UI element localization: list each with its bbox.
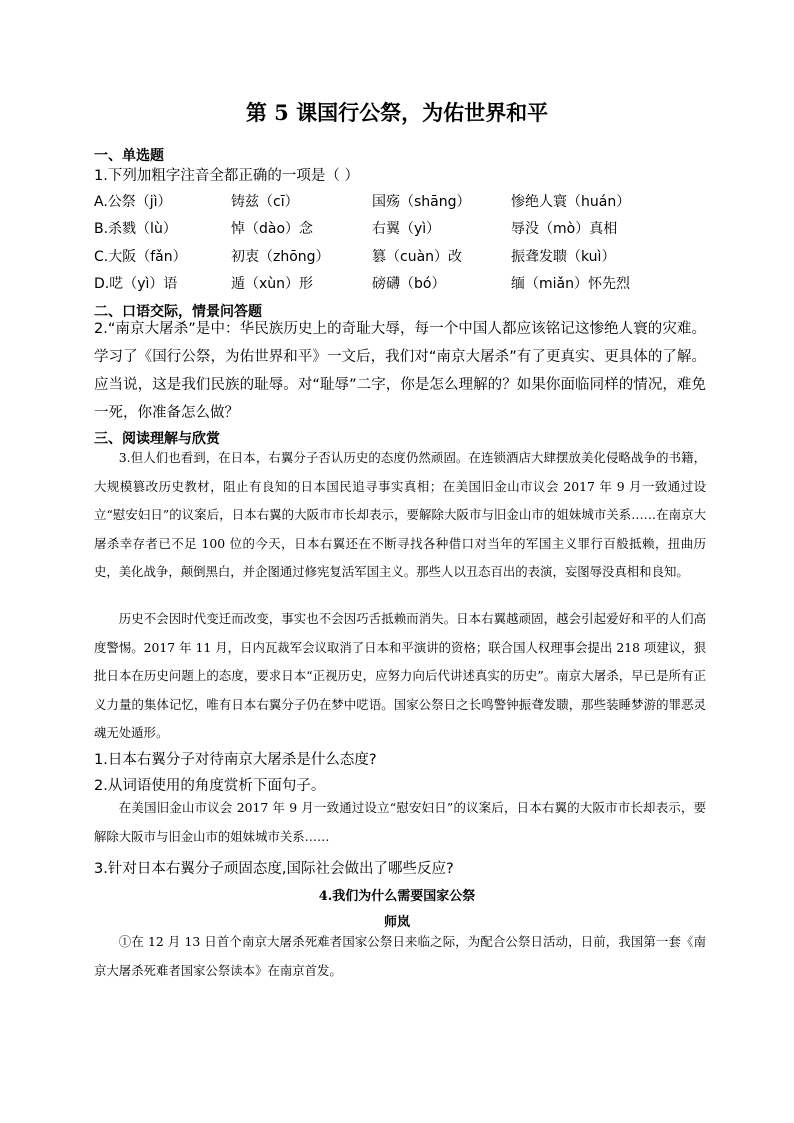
option-cell: 振聋发聩（kuì） (511, 249, 616, 265)
option-cell: 篡（cuàn）改 (372, 249, 463, 265)
question-1: 1.下列加粗字注音全都正确的一项是（ ） (94, 168, 359, 184)
option-cell: 铸兹（cī） (231, 194, 299, 210)
option-cell: B.杀戮（lù） (94, 221, 177, 237)
subquestion-2: 2.从词语使用的角度赏析下面句子。 (94, 778, 326, 794)
option-cell: D.呓（yì）语 (94, 276, 178, 292)
option-row-d (94, 273, 714, 295)
option-cell: A.公祭（jì） (94, 194, 172, 210)
article-paragraph-1: ①在 12 月 13 日首个南京大屠杀死难者国家公祭日来临之际，为配合公祭日活动，日前，我国第一套《南京大屠杀死难者国家公祭读本》在南京首发。 (94, 934, 706, 978)
option-cell: C.大阪（fǎn） (94, 249, 187, 265)
section-heading-reading: 三、阅读理解与欣赏 (94, 431, 220, 447)
option-cell: 初衷（zhōng） (231, 249, 330, 265)
quoted-sentence: 在美国旧金山市议会 2017 年 9 月一致通过设立“慰安妇日”的议案后，日本右翼的大阪市市长却表示，要解除大阪市与旧金山市的姐妹城市关系…… (94, 800, 706, 844)
section-heading-oral: 二、口语交际，情景问答题 (94, 304, 262, 320)
article-title: 4.我们为什么需要国家公祭 (318, 889, 476, 904)
section-heading-single-choice: 一、单选题 (94, 148, 164, 164)
page-title: 第 5 课国行公祭，为佑世界和平 (245, 100, 549, 125)
option-cell: 右翼（yì） (372, 221, 441, 237)
article-author: 师岚 (383, 915, 410, 930)
option-cell: 辱没（mò）真相 (511, 221, 618, 237)
option-row-a (94, 191, 714, 213)
subquestion-3: 3.针对日本右翼分子顽固态度,国际社会做出了哪些反应? (94, 861, 454, 877)
question-2: 2.“南京大屠杀”是中：华民族历史上的奇耻大辱，每一个中国人都应该铭记这惨绝人寰的灾难。学习了《国行公祭，为佑世界和平》一文后，我们对“南京大屠杀”有了更真实、更具体的了解。应当说，这是我们民族的耻辱。对“耻辱”二字，你是怎么理解的？如果你面临同样的情况，难免一死，你准备怎么做？ (94, 321, 706, 421)
reading-passage-1: 3.但人们也看到，在日本，右翼分子否认历史的态度仍然顽固。在连锁酒店大肆摆放美化侵略战争的书籍，大规模篡改历史教材，阻止有良知的日本国民追寻事实真相；在美国旧金山市议会 2017 年 9 月一致通过设立“慰安妇日”的议案后，日本右翼的大阪市市长却表示，要解除大阪市与旧金山市的姐妹城市关系……在南京大屠杀幸存者已不足 100 位的今天，日本右翼还在不断寻找各种借口对当年的军国主义罪行百般抵赖，扭曲历史，美化战争，颠倒黑白，并企图通过修宪复活军国主义。那些人以丑态百出的表演，妄图辱没真相和良知。 (94, 450, 706, 579)
option-cell: 悼（dào）念 (231, 221, 314, 237)
reading-passage-2: 历史不会因时代变迁而改变，事实也不会因巧舌抵赖而消失。日本右翼越顽固，越会引起爱好和平的人们高度警惕。2017 年 11 月，日内瓦裁军会议取消了日本和平演讲的资格；联合国人权理事会提出 218 项建议，狠批日本在历史问题上的态度，要求日本“正视历史，应努力向后代讲述真实的历史”。南京大屠杀，早已是所有正义力量的集体记忆，唯有日本右翼分子仍在梦中呓语。国家公祭日之长鸣警钟振聋发聩，那些装睡梦游的罪恶灵魂无处遁形。 (94, 611, 706, 740)
option-cell: 国殇（shāng） (372, 194, 471, 210)
option-row-b (94, 218, 714, 240)
subquestion-1: 1.日本右翼分子对待南京大屠杀是什么态度? (94, 752, 377, 768)
option-cell: 磅礴（bó） (372, 276, 446, 292)
option-cell: 缅（miǎn）怀先烈 (511, 276, 630, 292)
option-row-c (94, 246, 714, 268)
option-cell: 遁（xùn）形 (231, 276, 314, 292)
option-cell: 惨绝人寰（huán） (511, 194, 631, 210)
